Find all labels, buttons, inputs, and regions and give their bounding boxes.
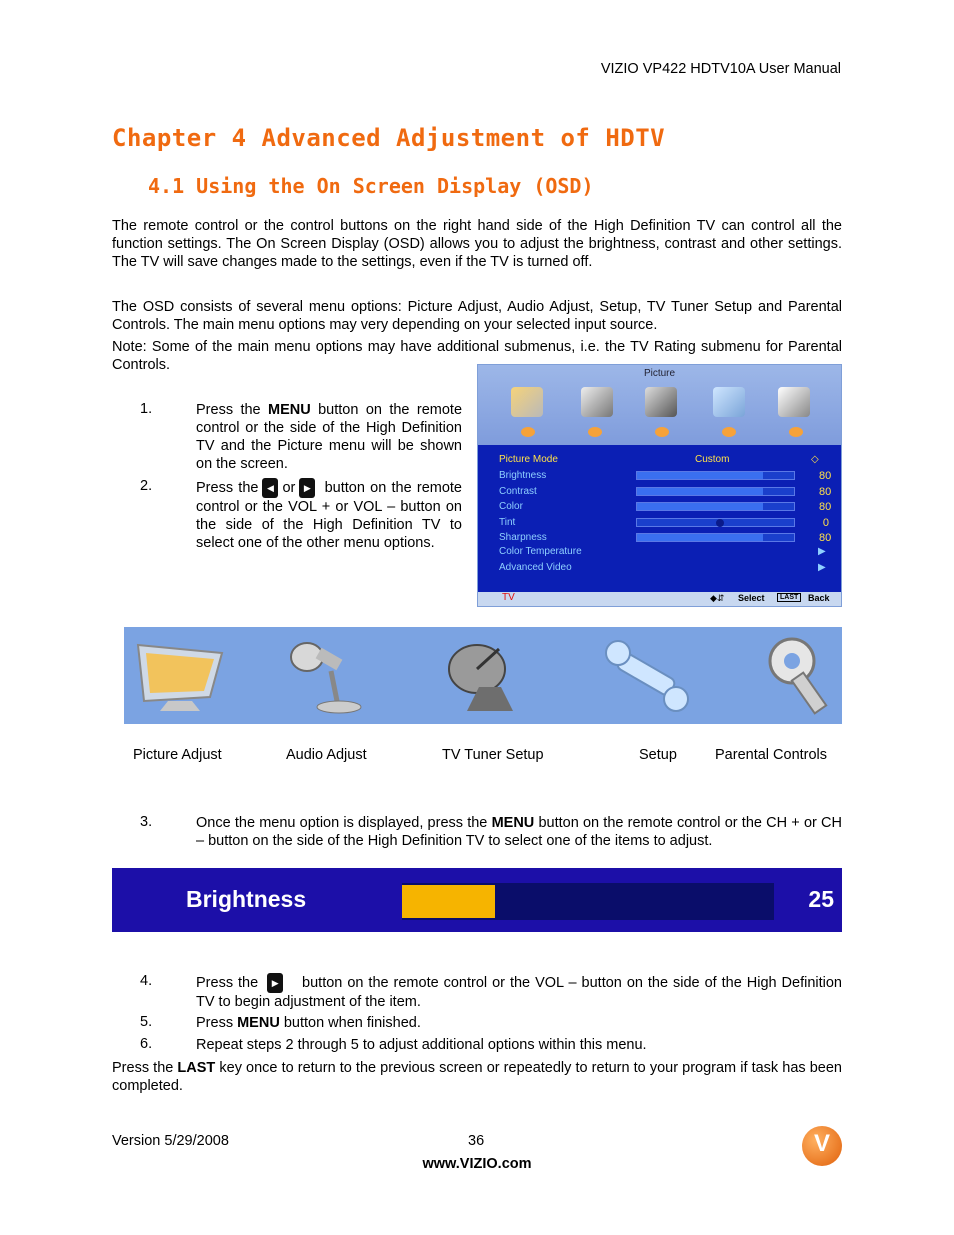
note-paragraph: Note: Some of the main menu options may have additional submenus, i.e. the TV Rating submenu for Parental Controls.	[112, 339, 842, 373]
picture-adjust-tv-icon	[130, 635, 230, 715]
osd-setting-label: Contrast	[499, 485, 537, 497]
right-arrow-button-icon: ▶	[299, 478, 315, 498]
step-5-text: Press MENU button when finished.	[196, 1015, 421, 1031]
osd-setting-label: Brightness	[499, 470, 547, 481]
step-number: 2.	[140, 478, 153, 494]
audio-adjust-microphone-icon	[279, 635, 379, 715]
setup-wrench-icon	[594, 635, 694, 715]
osd-setting-value: 80	[819, 485, 832, 498]
page-number: 36	[468, 1133, 485, 1149]
microphone-icon	[581, 387, 613, 417]
footer-version: Version 5/29/2008	[112, 1133, 229, 1149]
osd-setting-slider	[636, 518, 795, 527]
osd-menu-title: Picture	[643, 368, 676, 379]
brightness-track	[402, 883, 774, 920]
submenu-arrow-icon: ▶	[818, 546, 826, 557]
main-menu-icon-strip	[124, 627, 842, 724]
logo-letter: V	[813, 1130, 830, 1157]
osd-icon-bar	[478, 365, 841, 445]
tv-tuner-satellite-icon	[439, 635, 539, 715]
step-number: 6.	[140, 1036, 153, 1052]
osd-select-hint: Select	[738, 593, 765, 603]
closing-paragraph: Press the LAST key once to return to the previous screen or repeatedly to return to your program if task has been completed.	[112, 1060, 843, 1094]
osd-setting-label: Tint	[499, 516, 516, 528]
osd-setting-label: Color	[499, 501, 523, 512]
step-number: 5.	[140, 1014, 153, 1030]
osd-picture-menu-screenshot	[477, 364, 842, 607]
menu-label-picture-adjust: Picture Adjust	[133, 747, 222, 763]
osd-setting-value: 80	[819, 532, 832, 544]
osd-setting-slider	[636, 533, 795, 542]
menu-arrow-icon	[588, 427, 602, 437]
tv-icon	[511, 387, 543, 417]
brightness-label: Brightness	[186, 886, 307, 912]
osd-footer	[478, 592, 841, 606]
step-number: 3.	[140, 814, 153, 830]
satellite-dish-icon	[645, 387, 677, 417]
vizio-logo-icon	[802, 1126, 842, 1166]
menu-arrow-icon	[789, 427, 803, 437]
osd-slider-fill	[637, 472, 763, 479]
left-arrow-button-icon: ◀	[262, 478, 278, 498]
step-2-text: Press the ◀ or ▶ button on the remote control or the VOL + or VOL – button on the side of the High Definition TV to select one of the other menu options.	[196, 479, 462, 551]
osd-setting-slider	[636, 487, 795, 496]
step-4-text: Press the ▶ button on the remote control or the VOL – button on the side of the High Definition TV to begin adjustment of the item.	[196, 974, 842, 1010]
brightness-fill	[402, 885, 495, 918]
menu-label-tv-tuner-setup: TV Tuner Setup	[442, 747, 544, 763]
intro-paragraph: The remote control or the control buttons on the right hand side of the High Definition TV can control all the function settings. The On Screen Display (OSD) allows you to adjust the brightness, contrast and other settings. The TV will save changes made to the settings, even if the TV is turned off.	[112, 218, 842, 270]
osd-slider-fill	[637, 503, 763, 510]
osd-slider-fill	[637, 488, 763, 495]
osd-nav-icon: ◆⇵	[710, 593, 725, 603]
osd-picture-mode-label: Picture Mode	[499, 454, 558, 465]
step-6-text: Repeat steps 2 through 5 to adjust additional options within this menu.	[196, 1037, 647, 1053]
step-number: 4.	[140, 973, 153, 989]
osd-setting-label: Sharpness	[499, 532, 547, 543]
osd-advanced-video: Advanced Video	[499, 562, 572, 573]
manual-title: VIZIO VP422 HDTV10A User Manual	[600, 61, 841, 77]
osd-setting-slider	[636, 502, 795, 511]
osd-source: TV	[502, 592, 515, 603]
wrench-icon	[713, 387, 745, 417]
osd-options-paragraph: The OSD consists of several menu options: Picture Adjust, Audio Adjust, Setup, TV Tuner Setup and Parental Controls. The main menu options may very depending on your selected input source.	[112, 299, 842, 333]
chapter-title: Chapter 4 Advanced Adjustment of HDTV	[112, 124, 666, 152]
brightness-value: 25	[808, 886, 834, 912]
osd-slider-fill	[637, 534, 763, 541]
osd-mode-toggle-icon: ◇	[811, 454, 819, 465]
submenu-arrow-icon: ▶	[818, 562, 826, 573]
menu-label-setup: Setup	[639, 747, 677, 763]
parental-controls-key-icon	[744, 635, 844, 715]
key-icon	[778, 387, 810, 417]
osd-color-temperature: Color Temperature	[499, 546, 582, 557]
menu-arrow-icon	[722, 427, 736, 437]
osd-setting-slider	[636, 471, 795, 480]
footer-website: www.VIZIO.com	[422, 1156, 532, 1172]
osd-back-hint: Back	[808, 593, 830, 603]
right-arrow-button-icon: ▶	[267, 973, 283, 993]
osd-slider-knob	[716, 519, 724, 527]
brightness-adjustment-bar	[112, 868, 842, 932]
osd-last-key: LAST	[777, 593, 801, 602]
step-number: 1.	[140, 401, 153, 417]
step-1-text: Press the MENU button on the remote control or the side of the High Definition TV and the Picture menu will be shown on the screen.	[196, 402, 463, 472]
osd-setting-value: 80	[819, 470, 832, 482]
menu-arrow-icon	[521, 427, 535, 437]
osd-setting-value: 0	[822, 516, 829, 529]
step-3-text: Once the menu option is displayed, press the MENU button on the remote control or the CH + or CH – button on the side of the High Definition TV to select one of the items to adjust.	[196, 815, 842, 849]
osd-picture-mode-value: Custom	[695, 454, 730, 465]
menu-label-parental-controls: Parental Controls	[715, 747, 828, 763]
menu-arrow-icon	[655, 427, 669, 437]
osd-setting-value: 80	[819, 501, 832, 513]
menu-label-audio-adjust: Audio Adjust	[286, 747, 367, 763]
section-title: 4.1 Using the On Screen Display (OSD)	[148, 174, 594, 198]
